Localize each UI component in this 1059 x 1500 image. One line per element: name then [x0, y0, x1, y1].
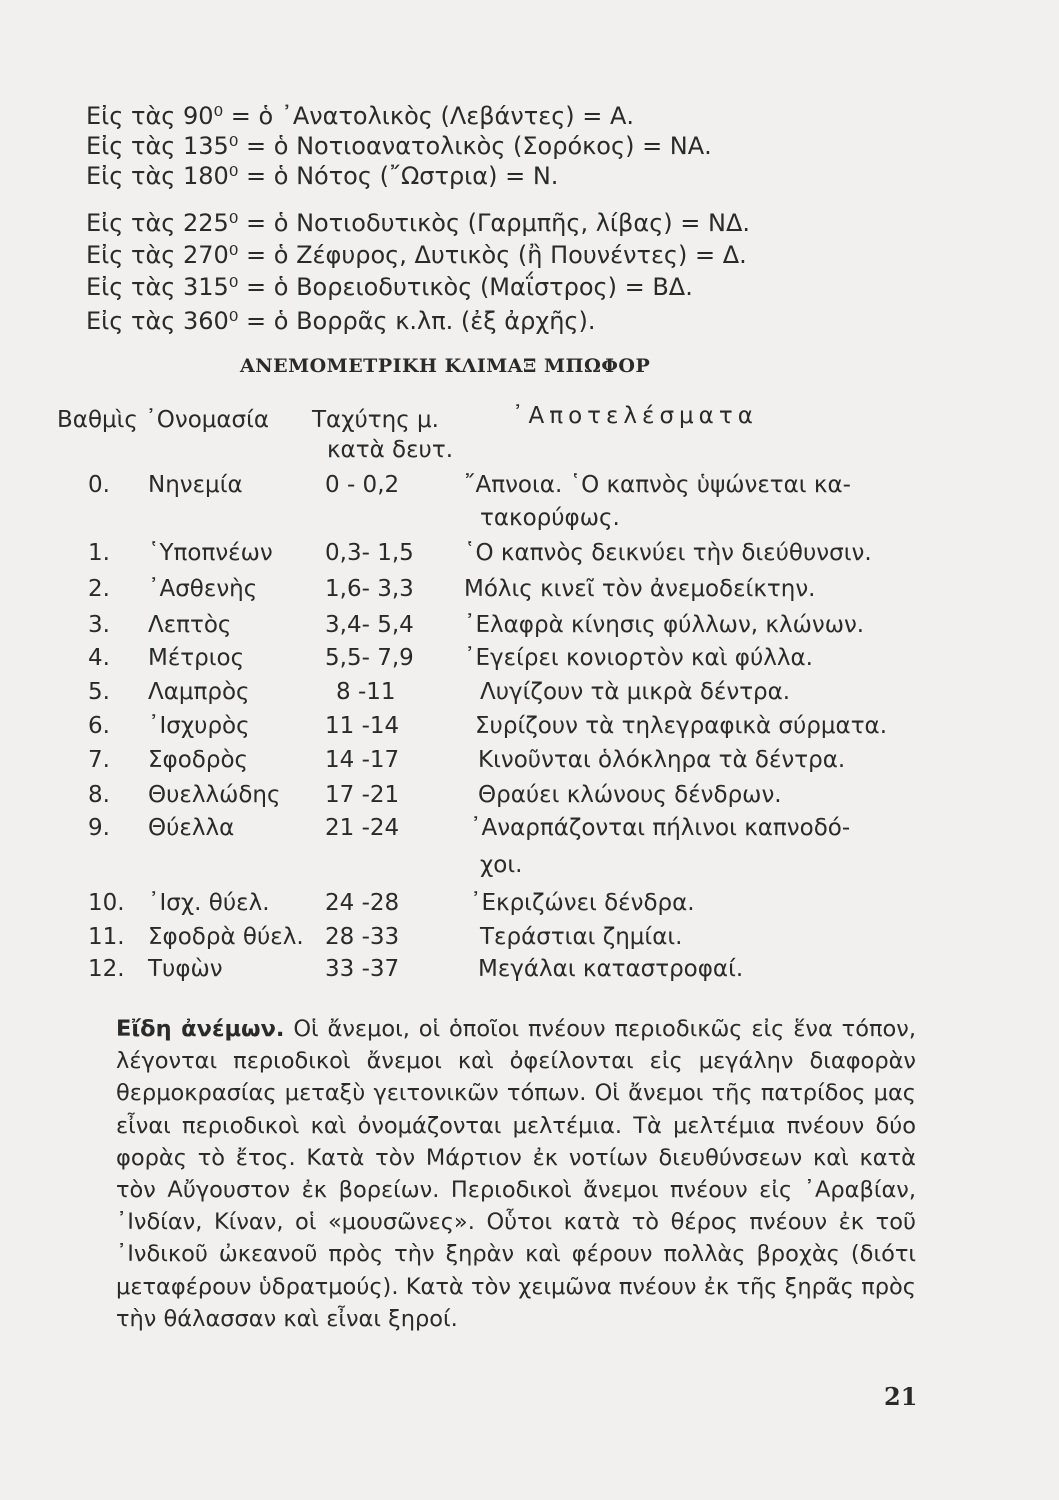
- grade-name: ᾿Ασθενὴς: [148, 576, 258, 602]
- grade-name: ῾Υποπνέων: [148, 540, 273, 566]
- paragraph-lead: Εἴδη ἀνέμων.: [116, 1016, 285, 1042]
- table-row: [0, 679, 1059, 715]
- grade-effect: ῾Ο καπνὸς δεικνύει τὴν διεύθυνσιν.: [464, 540, 872, 566]
- grade-number: 4.: [88, 645, 110, 671]
- table-row: [0, 782, 1059, 818]
- wind-types-paragraph: [116, 1013, 916, 1335]
- header-speed-unit: κατὰ δευτ.: [327, 437, 454, 463]
- grade-effect: ᾿Εγείρει κονιορτὸν καὶ φύλλα.: [464, 645, 813, 671]
- beaufort-scale-heading: ΑΝΕΜΟΜΕΤΡΙΚΗ ΚΛΙΜΑΞ ΜΠΩΦΟΡ: [240, 355, 651, 377]
- grade-number: 6.: [88, 713, 110, 739]
- grade-effect-continued: τακορύφως.: [480, 505, 620, 531]
- grade-speed: 0 - 0,2: [325, 472, 400, 498]
- grade-name: Σφοδρὰ θύελ.: [148, 924, 304, 950]
- grade-name: Λαμπρὸς: [148, 679, 250, 705]
- grade-number: 11.: [88, 924, 125, 950]
- grade-speed: 24 -28: [325, 890, 400, 916]
- grade-speed: 8 -11: [336, 679, 396, 705]
- grade-name: Νηνεμία: [148, 472, 243, 498]
- grade-name: Λεπτὸς: [148, 612, 232, 638]
- grade-effect: ῎Απνοια. ῾Ο καπνὸς ὑψώνεται κα-: [464, 472, 851, 498]
- grade-speed: 17 -21: [325, 782, 400, 808]
- grade-effect: ᾿Αναρπάζονται πήλινοι καπνοδό-: [470, 815, 851, 841]
- table-row: [0, 815, 1059, 851]
- direction-line-south: Εἰς τὰς 180⁰ = ὁ Νότος (῎Ωστρια) = Ν.: [86, 162, 559, 190]
- grade-number: 3.: [88, 612, 110, 638]
- table-row: [0, 612, 1059, 648]
- grade-speed: 0,3- 1,5: [325, 540, 414, 566]
- paragraph-body: Οἱ ἄνεμοι, οἱ ὁποῖοι πνέουν περιοδικῶς εἰς ἕνα τόπον, λέγονται περιοδικοὶ ἄνεμοι καὶ ὀφείλονται εἰς μεγάλην διαφορὰν θερμοκρασίας μεταξὺ γειτονικῶν τόπων. Οἱ ἄνεμοι τῆς πατρίδος μας εἶναι περιοδικοὶ καὶ ὀνομάζονται μελτέμια. Τὰ μελτέμια πνέουν δύο φορὰς τὸ ἔτος. Κατὰ τὸν Μάρτιον ἐκ νοτίων διευθύνσεων καὶ κατὰ τὸν Αὔγουστον ἐκ βορείων. Περιοδικοὶ ἄνεμοι πνέουν εἰς ᾿Αραβίαν, ᾿Ινδίαν, Κίναν, οἱ «μουσῶνες». Οὗτοι κατὰ τὸ θέρος πνέουν ἐκ τοῦ ᾿Ινδικοῦ ὠκεανοῦ πρὸς τὴν ξηρὰν καὶ φέρουν πολλὰς βροχὰς (διότι μεταφέρουν ὑδρατμούς). Κατὰ τὸν χειμῶνα πνέουν ἐκ τῆς ξηρᾶς πρὸς τὴν θάλασσαν καὶ εἶναι ξηροί.: [116, 1016, 916, 1332]
- table-row: [0, 747, 1059, 783]
- grade-name: Θύελλα: [148, 815, 235, 841]
- grade-number: 2.: [88, 576, 110, 602]
- grade-speed: 5,5- 7,9: [325, 645, 414, 671]
- table-row: [0, 645, 1059, 681]
- grade-speed: 11 -14: [325, 713, 400, 739]
- table-row: [0, 472, 1059, 508]
- grade-name: ᾿Ισχ. θύελ.: [148, 890, 270, 916]
- table-row: [0, 890, 1059, 926]
- grade-name: Θυελλώδης: [148, 782, 281, 808]
- grade-speed: 14 -17: [325, 747, 400, 773]
- grade-number: 1.: [88, 540, 110, 566]
- grade-effect: Τεράστιαι ζημίαι.: [480, 924, 683, 950]
- grade-speed: 3,4- 5,4: [325, 612, 414, 638]
- grade-number: 10.: [88, 890, 125, 916]
- grade-effect-continued: χοι.: [480, 852, 523, 878]
- table-row: [0, 576, 1059, 612]
- grade-speed: 33 -37: [325, 956, 400, 982]
- header-effects: ᾿Αποτελέσματα: [512, 403, 758, 429]
- grade-speed: 1,6- 3,3: [325, 576, 414, 602]
- grade-number: 12.: [88, 956, 125, 982]
- direction-line-north: Εἰς τὰς 360⁰ = ὁ Βορρᾶς κ.λπ. (ἐξ ἀρχῆς).: [86, 307, 596, 335]
- direction-line-east: Εἰς τὰς 90⁰ = ὁ ᾿Ανατολικὸς (Λεβάντες) = Α.: [86, 102, 635, 130]
- grade-number: 9.: [88, 815, 110, 841]
- grade-number: 8.: [88, 782, 110, 808]
- table-row: [0, 956, 1059, 992]
- direction-line-northwest: Εἰς τὰς 315⁰ = ὁ Βορειοδυτικὸς (Μαΐστρος) = ΒΔ.: [86, 273, 693, 301]
- grade-effect: ᾿Εκριζώνει δένδρα.: [470, 890, 695, 916]
- grade-effect: ᾿Ελαφρὰ κίνησις φύλλων, κλώνων.: [464, 612, 865, 638]
- table-row: [0, 924, 1059, 960]
- grade-name: ᾿Ισχυρὸς: [148, 713, 250, 739]
- grade-effect: Θραύει κλώνους δένδρων.: [478, 782, 782, 808]
- page-number: 21: [884, 1382, 918, 1411]
- grade-effect: Μόλις κινεῖ τὸν ἀνεμοδείκτην.: [464, 576, 816, 602]
- grade-effect: Κινοῦνται ὁλόκληρα τὰ δέντρα.: [478, 747, 846, 773]
- header-grade-name: Βαθμὶς ᾿Ονομασία: [57, 407, 270, 433]
- direction-line-southwest: Εἰς τὰς 225⁰ = ὁ Νοτιοδυτικὸς (Γαρμπῆς, λίβας) = ΝΔ.: [86, 209, 751, 237]
- grade-name: Τυφὼν: [148, 956, 223, 982]
- grade-effect: Συρίζουν τὰ τηλεγραφικὰ σύρματα.: [475, 713, 888, 739]
- grade-speed: 21 -24: [325, 815, 400, 841]
- direction-line-southeast: Εἰς τὰς 135⁰ = ὁ Νοτιοανατολικὸς (Σορόκος) = ΝΑ.: [86, 132, 712, 160]
- grade-speed: 28 -33: [325, 924, 400, 950]
- table-row: [0, 540, 1059, 576]
- grade-number: 5.: [88, 679, 110, 705]
- grade-number: 7.: [88, 747, 110, 773]
- direction-line-west: Εἰς τὰς 270⁰ = ὁ Ζέφυρος, Δυτικὸς (ἢ Πουνέντες) = Δ.: [86, 241, 747, 269]
- grade-name: Μέτριος: [148, 645, 245, 671]
- table-row: [0, 713, 1059, 749]
- grade-name: Σφοδρὸς: [148, 747, 249, 773]
- grade-effect: Λυγίζουν τὰ μικρὰ δέντρα.: [480, 679, 791, 705]
- grade-number: 0.: [88, 472, 110, 498]
- header-speed: Ταχύτης μ.: [312, 407, 439, 433]
- grade-effect: Μεγάλαι καταστροφαί.: [478, 956, 744, 982]
